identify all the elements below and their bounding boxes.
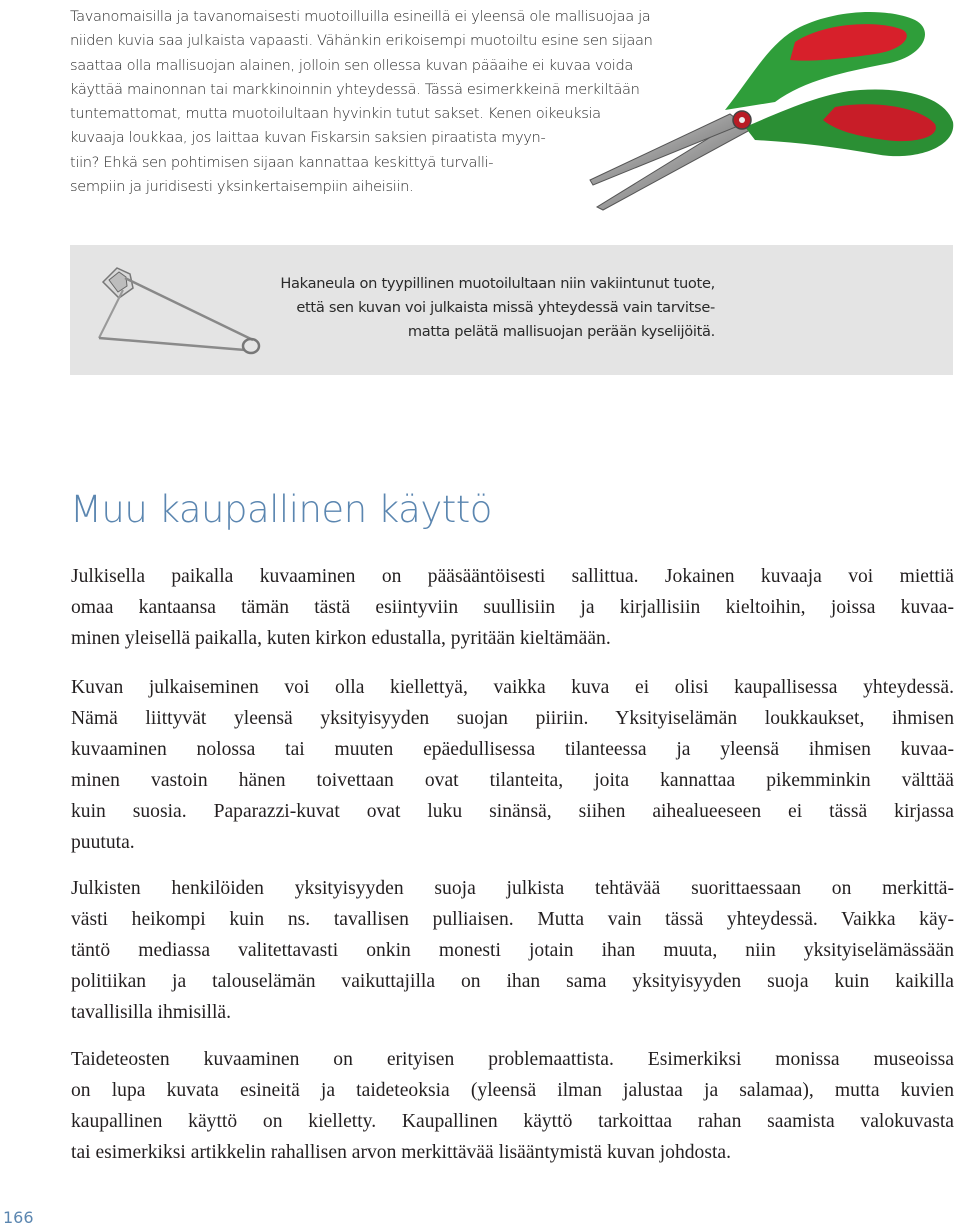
body-line: minen vastoin hänen toivettaan ovat tilanteita, joita kannattaa pikemminkin välttää [71, 769, 954, 791]
body-paragraph [71, 673, 954, 858]
body-line: Julkisten henkilöiden yksityisyyden suoja julkista tehtävää suorittaessaan on merkittä- [71, 878, 954, 899]
section-heading: Muu kaupallinen käyttö [70, 488, 492, 531]
body-line: kuin suosia. Paparazzi-kuvat ovat luku sinänsä, siihen aihealueeseen ei tässä kirjassa [71, 800, 954, 822]
intro-line: kuvaaja loukkaa, jos laittaa kuvan Fiskarsin saksien piraatista myyn- [70, 129, 546, 147]
caption-line: matta pelätä mallisuojan perään kyselijöitä. [407, 323, 715, 341]
body-line: on lupa kuvata esineitä ja taideteoksia (yleensä ilman jalustaa ja salamaa), mutta kuvien [71, 1079, 954, 1101]
body-line: puututa. [71, 831, 135, 853]
intro-line: sempiin ja juridisesti yksinkertaisempiin aiheisiin. [70, 178, 414, 196]
scissors-image [585, 2, 960, 217]
caption-line: että sen kuvan voi julkaista missä yhteydessä vain tarvitse- [296, 299, 715, 317]
body-line: tai esimerkiksi artikkelin rahallisen arvon merkittävää lisääntymistä kuvan johdosta. [71, 1141, 732, 1163]
body-line: omaa kantaansa tämän tästä esiintyviin suullisiin ja kirjallisiin kieltoihin, joissa kuvaa- [71, 596, 954, 618]
body-paragraph [71, 1045, 954, 1169]
body-line: kaupallinen käyttö on kielletty. Kaupallinen käyttö tarkoittaa rahan saamista valokuvasta [71, 1110, 954, 1132]
body-line: minen yleisellä paikalla, kuten kirkon edustalla, pyritään kieltämään. [71, 627, 611, 649]
caption-line: Hakaneula on tyypillinen muotoilultaan niin vakiintunut tuote, [280, 275, 715, 292]
body-line: västi heikompi kuin ns. tavallisen pulliaisen. Mutta vain tässä yhteydessä. Vaikka käy- [71, 908, 954, 930]
body-line: Kuvan julkaiseminen voi olla kiellettyä, vaikka kuva ei olisi kaupallisessa yhteydessä. [71, 677, 954, 698]
intro-line: saattaa olla mallisuojan alainen, jolloin sen ollessa kuvan pääaihe ei kuvaa voida [70, 56, 634, 74]
body-line: Julkisella paikalla kuvaaminen on pääsääntöisesti sallittua. Jokainen kuvaaja voi miettiä [71, 566, 954, 587]
caption-text [155, 272, 715, 345]
intro-line: käyttää mainonnan tai markkinoinnin yhteydessä. Tässä esimerkkeinä merkiltään [70, 80, 640, 98]
intro-line: tiin? Ehkä sen pohtimisen sijaan kannattaa keskittyä turvalli- [70, 153, 494, 171]
page-number: 166 [3, 1208, 34, 1227]
body-line: täntö mediassa valitettavasti onkin monesti jotain ihan muuta, niin yksityiselämässään [71, 939, 954, 961]
intro-line: tuntemattomat, mutta muotoilultaan hyvinkin tutut sakset. Kenen oikeuksia [70, 105, 601, 123]
intro-line: Tavanomaisilla ja tavanomaisesti muotoilluilla esineillä ei yleensä ole mallisuojaa ja [70, 8, 651, 25]
body-line: Nämä liittyvät yleensä yksityisyyden suojan piiriin. Yksityiselämän loukkaukset, ihmisen [71, 707, 954, 729]
body-paragraph [71, 874, 954, 1029]
body-line: Taideteosten kuvaaminen on erityisen problemaattista. Esimerkiksi monissa museoissa [71, 1049, 954, 1070]
intro-line: niiden kuvia saa julkaista vapaasti. Vähänkin erikoisempi muotoiltu esine sen sijaan [70, 32, 653, 50]
body-line: kuvaaminen nolossa tai muuten epäedullisessa tilanteessa ja yleensä ihmisen kuvaa- [71, 738, 954, 760]
body-line: politiikan ja talouselämän vaikuttajilla on ihan sama yksityisyyden suoja kuin kaikilla [71, 970, 954, 992]
body-paragraph [71, 562, 954, 655]
body-line: tavallisilla ihmisillä. [71, 1001, 231, 1023]
